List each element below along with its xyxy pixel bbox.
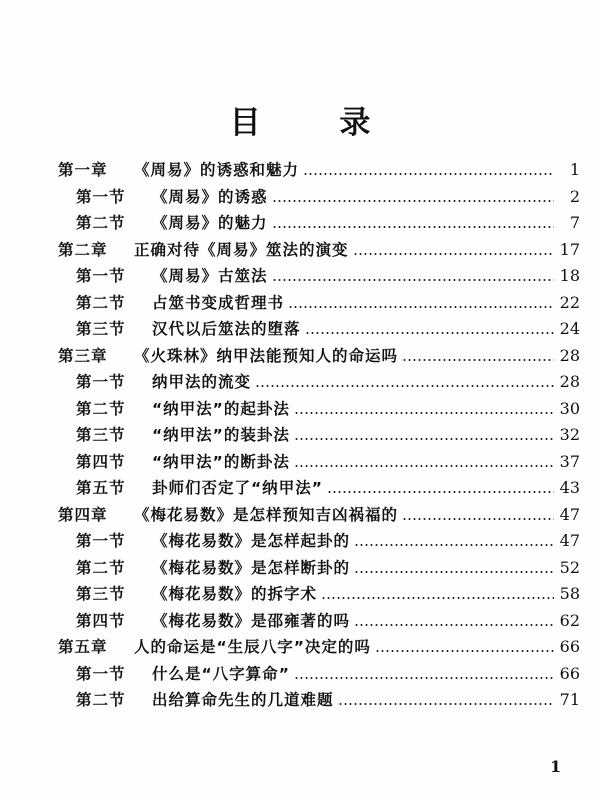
toc-entry-label: 第二节 [76, 691, 126, 710]
toc-entry-label: 第二节 [76, 293, 126, 312]
toc-entry-label: 第五章 [58, 638, 108, 657]
toc-entry-title: 出给算命先生的几道难题 [152, 691, 334, 710]
page-number: 1 [550, 757, 562, 776]
dot-leader [294, 465, 554, 467]
toc-entry-label: 第五节 [76, 479, 126, 498]
toc-entry-title: 《梅花易数》是怎样预知吉凶祸福的 [134, 505, 399, 524]
toc-entry-title: 占筮书变成哲理书 [152, 293, 285, 312]
toc-entry-page-number: 24 [559, 319, 580, 339]
toc-entry-label: 第四节 [76, 452, 126, 471]
toc-chapter-entry[interactable] [58, 237, 580, 264]
toc-entry-label: 第一节 [76, 267, 126, 286]
dot-leader [354, 624, 554, 626]
dot-leader [294, 412, 554, 414]
toc-chapter-entry[interactable] [58, 157, 580, 184]
toc-entry-page-number: 7 [569, 213, 580, 233]
dot-leader [327, 491, 554, 493]
toc-entry-page-number: 66 [559, 663, 580, 683]
dot-leader [402, 518, 554, 520]
toc-section-entry[interactable] [58, 475, 580, 502]
toc-entry-label: 第一节 [76, 187, 126, 206]
toc-entry-page-number: 43 [559, 478, 580, 498]
toc-entry-page-number: 32 [559, 425, 580, 445]
dot-leader [353, 253, 554, 255]
toc-entry-label: 第二节 [76, 558, 126, 577]
toc-section-entry[interactable] [58, 210, 580, 237]
toc-entry-page-number: 1 [569, 160, 580, 180]
toc-entry-page-number: 71 [559, 690, 580, 710]
toc-entry-title: “纳甲法”的断卦法 [152, 452, 290, 471]
dot-leader [294, 438, 554, 440]
toc-section-entry[interactable] [58, 608, 580, 635]
toc-section-entry[interactable] [58, 687, 580, 714]
toc-entry-page-number: 62 [559, 610, 580, 630]
toc-entry-label: 第三节 [76, 320, 126, 339]
toc-entry-label: 第四章 [58, 505, 108, 524]
toc-entry-title: 《梅花易数》的拆字术 [152, 585, 318, 604]
toc-entry-page-number: 47 [559, 504, 580, 524]
toc-entry-label: 第三节 [76, 585, 126, 604]
toc-section-entry[interactable] [58, 184, 580, 211]
toc-section-entry[interactable] [58, 581, 580, 608]
toc-section-entry[interactable] [58, 422, 580, 449]
toc-section-entry[interactable] [58, 263, 580, 290]
toc-section-entry[interactable] [58, 369, 580, 396]
toc-section-entry[interactable] [58, 316, 580, 343]
toc-entry-label: 第四节 [76, 611, 126, 630]
toc-chapter-entry[interactable] [58, 343, 580, 370]
toc-entry-title: 《梅花易数》是怎样断卦的 [152, 558, 351, 577]
dot-leader [338, 703, 554, 705]
toc-entry-page-number: 37 [559, 451, 580, 471]
toc-entry-title: 什么是“八字算命” [152, 664, 290, 683]
table-of-contents [58, 157, 580, 714]
dot-leader [402, 359, 554, 361]
dot-leader [272, 226, 554, 228]
toc-chapter-entry[interactable] [58, 634, 580, 661]
toc-entry-page-number: 47 [559, 531, 580, 551]
toc-entry-label: 第三节 [76, 426, 126, 445]
toc-section-entry[interactable] [58, 528, 580, 555]
toc-entry-page-number: 2 [569, 186, 580, 206]
dot-leader [305, 332, 554, 334]
toc-section-entry[interactable] [58, 555, 580, 582]
toc-entry-title: 人的命运是“生辰八字”决定的吗 [134, 638, 371, 657]
toc-entry-page-number: 58 [559, 584, 580, 604]
dot-leader [354, 571, 554, 573]
toc-entry-label: 第三章 [58, 346, 108, 365]
dot-leader [272, 279, 554, 281]
toc-entry-label: 第二节 [76, 399, 126, 418]
toc-entry-page-number: 28 [559, 372, 580, 392]
toc-entry-title: 纳甲法的流变 [152, 373, 252, 392]
toc-entry-page-number: 30 [559, 398, 580, 418]
dot-leader [303, 173, 554, 175]
toc-section-entry[interactable] [58, 290, 580, 317]
toc-entry-page-number: 18 [559, 266, 580, 286]
toc-section-entry[interactable] [58, 396, 580, 423]
toc-section-entry[interactable] [58, 661, 580, 688]
toc-entry-page-number: 28 [559, 345, 580, 365]
toc-entry-title: 汉代以后筮法的堕落 [152, 320, 301, 339]
toc-entry-title: “纳甲法”的起卦法 [152, 399, 290, 418]
toc-entry-label: 第一节 [76, 532, 126, 551]
toc-entry-label: 第二章 [58, 240, 108, 259]
toc-entry-title: 《梅花易数》是怎样起卦的 [152, 532, 351, 551]
page-title: 目 录 [229, 105, 405, 141]
toc-entry-page-number: 22 [559, 292, 580, 312]
toc-entry-title: 《周易》的魅力 [152, 214, 268, 233]
dot-leader [375, 650, 554, 652]
toc-entry-title: 正确对待《周易》筮法的演变 [134, 240, 349, 259]
toc-entry-label: 第一节 [76, 373, 126, 392]
dot-leader [255, 385, 554, 387]
dot-leader [321, 597, 554, 599]
toc-entry-label: 第一章 [58, 161, 108, 180]
toc-entry-title: 《火珠林》纳甲法能预知人的命运吗 [134, 346, 399, 365]
dot-leader [272, 200, 554, 202]
dot-leader [354, 544, 554, 546]
toc-entry-label: 第二节 [76, 214, 126, 233]
toc-entry-page-number: 17 [559, 239, 580, 259]
toc-entry-title: 《周易》的诱惑和魅力 [134, 161, 300, 180]
dot-leader [288, 306, 554, 308]
toc-entry-title: 卦师们否定了“纳甲法” [152, 479, 323, 498]
toc-entry-title: 《周易》的诱惑 [152, 187, 268, 206]
toc-entry-page-number: 66 [559, 637, 580, 657]
toc-entry-title: 《周易》古筮法 [152, 267, 268, 286]
toc-chapter-entry[interactable] [58, 502, 580, 529]
toc-entry-title: 《梅花易数》是邵雍著的吗 [152, 611, 351, 630]
toc-section-entry[interactable] [58, 449, 580, 476]
toc-entry-title: “纳甲法”的装卦法 [152, 426, 290, 445]
dot-leader [294, 677, 554, 679]
toc-entry-label: 第一节 [76, 664, 126, 683]
toc-entry-page-number: 52 [559, 557, 580, 577]
